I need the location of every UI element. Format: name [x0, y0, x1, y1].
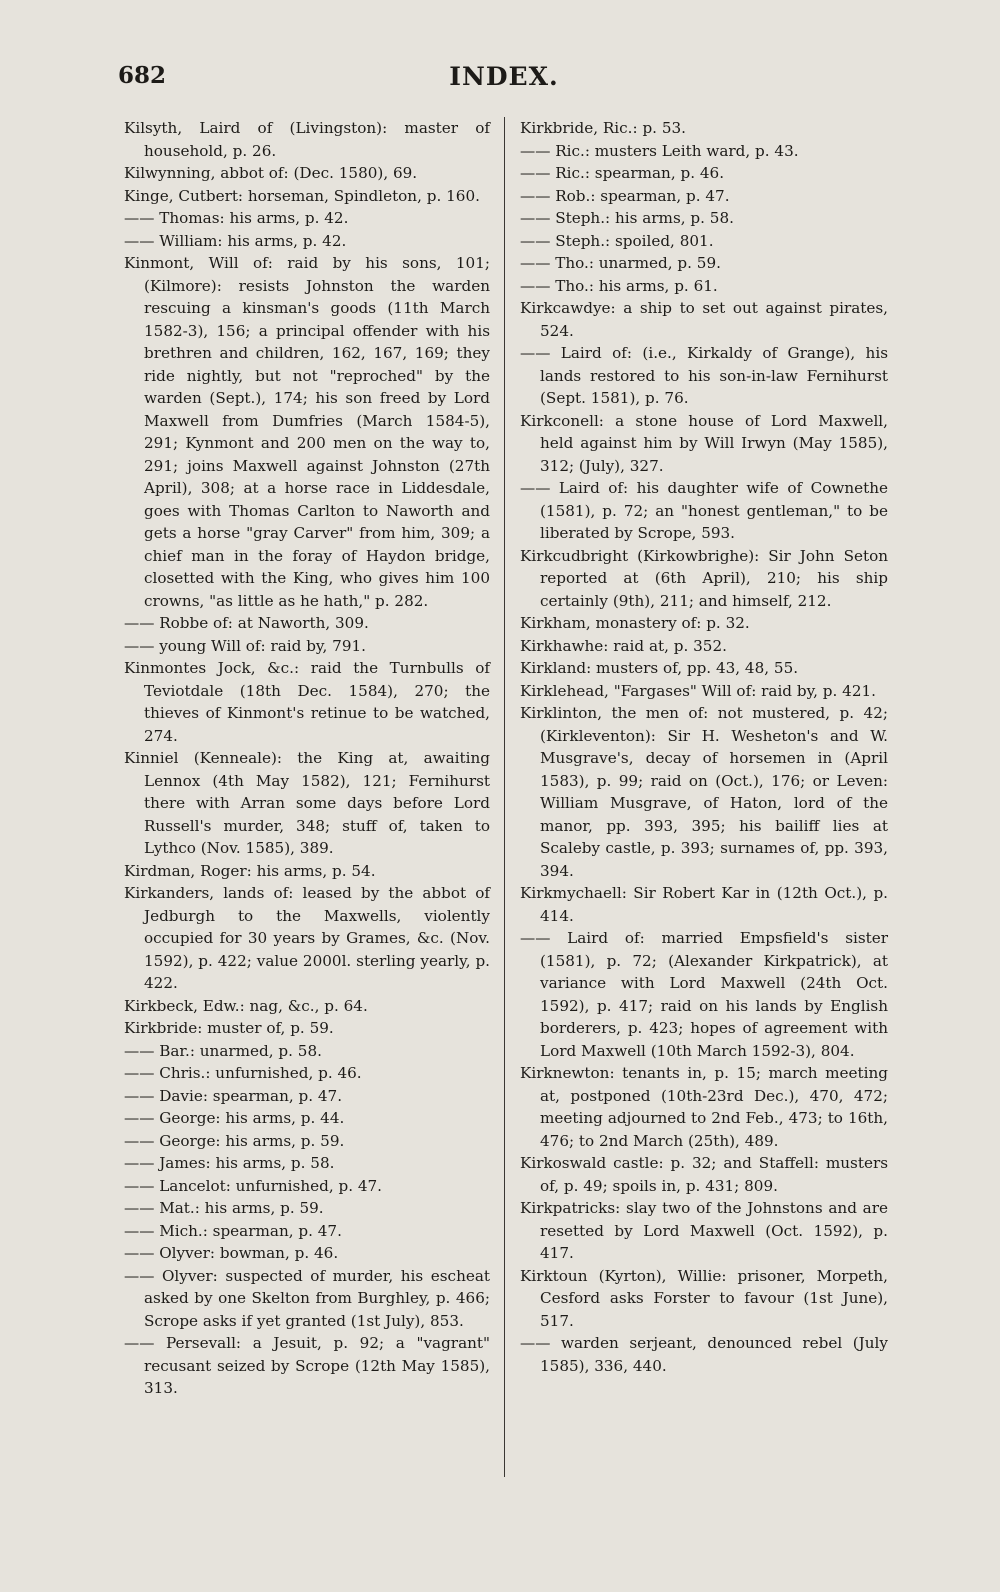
- index-entry: —— Tho.: his arms, p. 61.: [520, 276, 718, 295]
- index-entry: Kirkmychaell: Sir Robert Kar in (12th Oct.), p. 414.: [520, 884, 888, 925]
- index-entry: Kinmontes Jock, &c.: raid the Turnbulls of Teviotdale (18th Dec. 1584), 270; the thieves of Kinmont's retinue to be watched, 274.: [124, 659, 490, 745]
- index-entry: Kinge, Cutbert: horseman, Spindleton, p. 160.: [124, 186, 480, 205]
- index-entry: Kirklehead, "Fargases" Will of: raid by, p. 421.: [520, 681, 876, 700]
- index-entry: —— Mat.: his arms, p. 59.: [124, 1199, 324, 1217]
- index-entry: Kirkcudbright (Kirkowbrighe): Sir John Seton reported at (6th April), 210; his ship certainly (9th), 211; and himself, 212.: [520, 546, 888, 610]
- index-entry: Kinmont, Will of: raid by his sons, 101; (Kilmore): resists Johnston the warden rescuing a kinsman's goods (11th March 1582-3), 156; a principal offender with his brethren and children, 162, 167, 169; they ride nightly, but not "reproched" by the warden (Sept.), 174; his son freed by Lord Maxwell from Dumfries (March 1584-5), 291; Kynmont and 200 men on the way to, 291; joins Maxwell against Johnston (27th April), 308; at a horse race in Liddesdale, goes with Thomas Carlton to Naworth and gets a horse "gray Carver" from him, 309; a chief man in the foray of Haydon bridge, closetted with the King, who gives him 100 crowns, "as little as he hath," p. 282.: [124, 254, 490, 610]
- index-entry: —— young Will of: raid by, 791.: [124, 636, 366, 655]
- index-entry: —— Olyver: suspected of murder, his escheat asked by one Skelton from Burghley, p. 466; Scrope asks if yet granted (1st July), 853.: [124, 1266, 490, 1330]
- index-entry: —— Laird of: his daughter wife of Cownethe (1581), p. 72; an "honest gentleman," to be liberated by Scrope, 593.: [520, 479, 888, 542]
- index-entry: Kirkanders, lands of: leased by the abbot of Jedburgh to the Maxwells, violently occupied for 30 years by Grames, &c. (Nov. 1592), p. 422; value 2000l. sterling yearly, p. 422.: [124, 884, 490, 992]
- index-entry: Kinniel (Kenneale): the King at, awaiting Lennox (4th May 1582), 121; Fernihurst there with Arran some days before Lord Russell's murder, 348; stuff of, taken to Lythco (Nov. 1585), 389.: [124, 749, 490, 857]
- index-entry: —— Laird of: (i.e., Kirkaldy of Grange), his lands restored to his son-in-law Fernihurst (Sept. 1581), p. 76.: [520, 344, 888, 407]
- index-entry: Kirkbride, Ric.: p. 53.: [520, 119, 686, 137]
- index-entry: Kirdman, Roger: his arms, p. 54.: [124, 861, 376, 880]
- index-entry: Kirkconell: a stone house of Lord Maxwell, held against him by Will Irwyn (May 1585), 312; (July), 327.: [520, 411, 888, 475]
- index-entry: —— Robbe of: at Naworth, 309.: [124, 614, 369, 632]
- index-entry: —— Davie: spearman, p. 47.: [124, 1086, 343, 1105]
- index-entry: —— warden serjeant, denounced rebel (July 1585), 336, 440.: [520, 1334, 888, 1375]
- index-entry: —— Bar.: unarmed, p. 58.: [124, 1041, 322, 1060]
- page-header: [118, 62, 890, 102]
- index-entry: —— George: his arms, p. 59.: [124, 1131, 345, 1150]
- index-entry: Kirkcawdye: a ship to set out against pirates, 524.: [520, 299, 888, 340]
- index-entry: Kirktoun (Kyrton), Willie: prisoner, Morpeth, Cesford asks Forster to favour (1st June), 517.: [520, 1266, 888, 1330]
- index-entry: —— Ric.: musters Leith ward, p. 43.: [520, 141, 799, 160]
- index-entry: Kirkland: musters of, pp. 43, 48, 55.: [520, 659, 799, 677]
- index-entry: —— Thomas: his arms, p. 42.: [124, 209, 349, 227]
- index-entry: —— Laird of: married Empsfield's sister (1581), p. 72; (Alexander Kirkpatrick), at variance with Lord Maxwell (24th Oct. 1592), p. 417; raid on his lands by English borderers, p. 423; hopes of agreement with Lord Maxwell (10th March 1592-3), 804.: [520, 929, 888, 1060]
- index-entry: Kirkoswald castle: p. 32; and Staffell: musters of, p. 49; spoils in, p. 431; 809.: [520, 1154, 888, 1195]
- index-entry: —— Persevall: a Jesuit, p. 92; a "vagrant" recusant seized by Scrope (12th May 1585), 313.: [124, 1334, 490, 1397]
- index-entry: Kirknewton: tenants in, p. 15; march meeting at, postponed (10th-23rd Dec.), 470, 472; meeting adjourned to 2nd Feb., 473; to 16th, 476; to 2nd March (25th), 489.: [520, 1064, 888, 1150]
- index-entry: —— Tho.: unarmed, p. 59.: [520, 254, 721, 272]
- index-entry: —— Chris.: unfurnished, p. 46.: [124, 1064, 362, 1082]
- index-entry: —— Ric.: spearman, p. 46.: [520, 164, 725, 182]
- index-entry: Kilsyth, Laird of (Livingston): master of household, p. 26.: [124, 119, 490, 160]
- index-entry: —— James: his arms, p. 58.: [124, 1154, 335, 1172]
- index-entry: —— Mich.: spearman, p. 47.: [124, 1221, 342, 1240]
- index-entry: —— Olyver: bowman, p. 46.: [124, 1244, 339, 1262]
- page-number: 682: [118, 62, 167, 89]
- index-column-left: [124, 117, 490, 1400]
- index-entry: Kirkhawhe: raid at, p. 352.: [520, 636, 727, 655]
- page-title: INDEX.: [449, 62, 559, 91]
- column-divider: [504, 117, 505, 1477]
- index-entry: —— Lancelot: unfurnished, p. 47.: [124, 1176, 383, 1195]
- index-entry: Kirkham, monastery of: p. 32.: [520, 614, 750, 632]
- index-entry: —— Steph.: spoiled, 801.: [520, 231, 714, 250]
- index-column-right: [520, 117, 888, 1377]
- index-entry: Kirkpatricks: slay two of the Johnstons and are resetted by Lord Maxwell (Oct. 1592), p. 417.: [520, 1199, 888, 1262]
- index-entry: —— George: his arms, p. 44.: [124, 1109, 345, 1127]
- index-entry: —— Steph.: his arms, p. 58.: [520, 209, 734, 227]
- index-entry: Kirkbeck, Edw.: nag, &c., p. 64.: [124, 996, 368, 1015]
- index-entry: Kirklinton, the men of: not mustered, p. 42; (Kirkleventon): Sir H. Wesheton's and W. Musgrave's, decay of horsemen in (April 1583), p. 99; raid on (Oct.), 176; or Leven: William Musgrave, of Haton, lord of the manor, pp. 393, 395; his bailiff lies at Scaleby castle, p. 393; surnames of, pp. 393, 394.: [520, 704, 888, 880]
- index-entry: Kirkbride: muster of, p. 59.: [124, 1019, 334, 1037]
- index-entry: —— William: his arms, p. 42.: [124, 231, 347, 250]
- index-entry: —— Rob.: spearman, p. 47.: [520, 186, 730, 205]
- index-entry: Kilwynning, abbot of: (Dec. 1580), 69.: [124, 164, 418, 182]
